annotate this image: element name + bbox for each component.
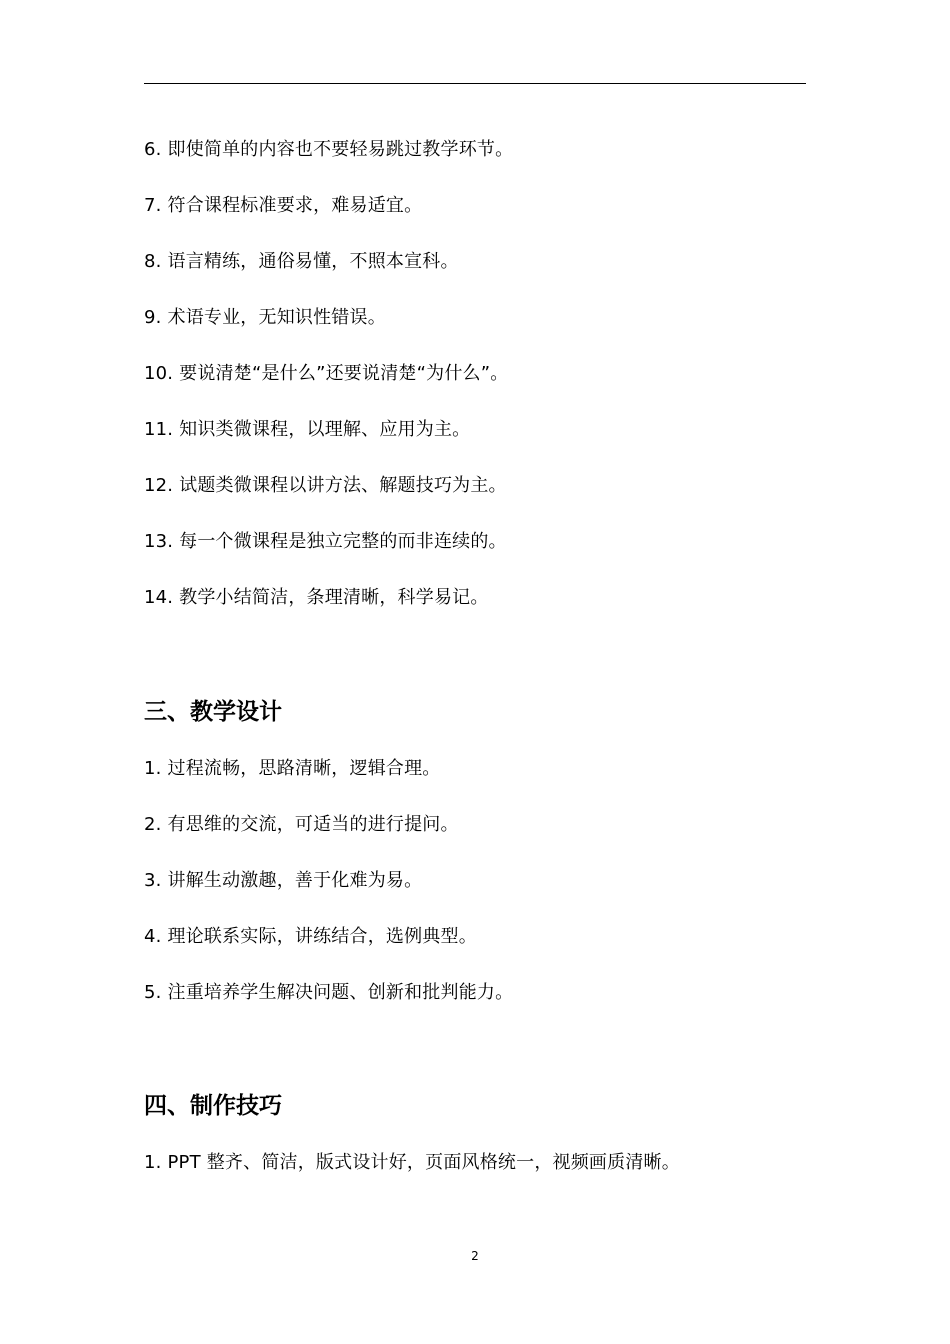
- list-item: 7. 符合课程标准要求，难易适宜。: [144, 195, 423, 216]
- section-heading-production-skills: 四、制作技巧: [144, 1093, 282, 1119]
- list-item: 2. 有思维的交流，可适当的进行提问。: [144, 814, 459, 835]
- list-item: 12. 试题类微课程以讲方法、解题技巧为主。: [144, 475, 507, 496]
- header-rule: [144, 83, 806, 84]
- list-item: 5. 注重培养学生解决问题、创新和批判能力。: [144, 982, 514, 1003]
- list-item: 10. 要说清楚“是什么”还要说清楚“为什么”。: [144, 363, 509, 384]
- list-item: 4. 理论联系实际，讲练结合，选例典型。: [144, 926, 477, 947]
- list-item: 14. 教学小结简洁，条理清晰，科学易记。: [144, 587, 489, 608]
- list-item: 1. PPT 整齐、简洁，版式设计好，页面风格统一，视频画质清晰。: [144, 1152, 680, 1173]
- list-item: 6. 即使简单的内容也不要轻易跳过教学环节。: [144, 139, 514, 160]
- page-number: 2: [471, 1249, 479, 1263]
- list-item: 8. 语言精练，通俗易懂，不照本宣科。: [144, 251, 459, 272]
- list-item: 13. 每一个微课程是独立完整的而非连续的。: [144, 531, 507, 552]
- list-item: 1. 过程流畅，思路清晰，逻辑合理。: [144, 758, 441, 779]
- section-heading-teaching-design: 三、教学设计: [144, 699, 282, 725]
- list-item: 3. 讲解生动激趣，善于化难为易。: [144, 870, 423, 891]
- list-item: 9. 术语专业，无知识性错误。: [144, 307, 386, 328]
- list-item: 11. 知识类微课程，以理解、应用为主。: [144, 419, 471, 440]
